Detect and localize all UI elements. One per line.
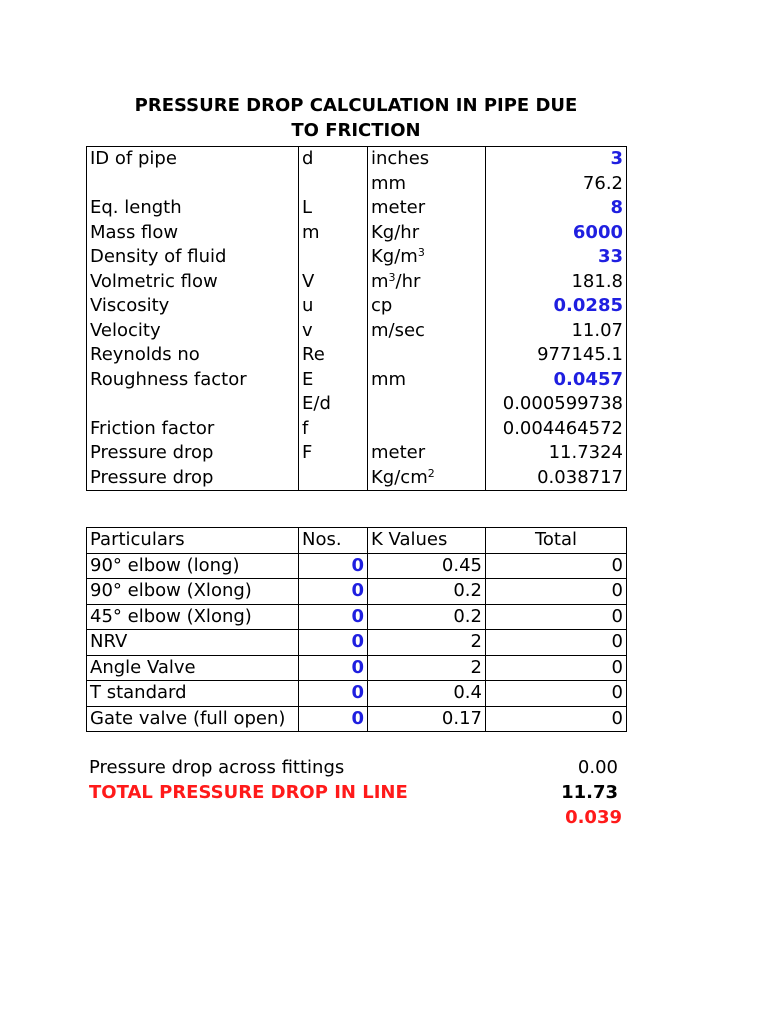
parameter-label: Viscosity [87, 294, 299, 319]
parameter-unit [368, 417, 486, 442]
fitting-count-input[interactable]: 0 [299, 553, 368, 579]
input-value[interactable]: 3 [486, 147, 627, 172]
fitting-count-input[interactable]: 0 [299, 706, 368, 732]
fitting-count-input[interactable]: 0 [299, 681, 368, 707]
parameter-row [87, 441, 627, 466]
parameter-label: Eq. length [87, 196, 299, 221]
fitting-k-value: 0.4 [368, 681, 486, 707]
computed-value: 11.7324 [486, 441, 627, 466]
fittings-table [86, 527, 627, 732]
parameter-symbol: f [299, 417, 368, 442]
unit-text: meter [371, 442, 426, 464]
input-value[interactable]: 8 [486, 196, 627, 221]
unit-text: Kg/hr [371, 221, 420, 243]
computed-value: 11.07 [486, 319, 627, 344]
fitting-name: NRV [87, 630, 299, 656]
parameter-row [87, 368, 627, 393]
fitting-total: 0 [486, 604, 627, 630]
parameter-symbol [299, 172, 368, 197]
unit-superscript: 3 [388, 270, 396, 284]
fitting-total: 0 [486, 706, 627, 732]
parameter-row [87, 294, 627, 319]
parameter-label [87, 172, 299, 197]
title-line-2: TO FRICTION [291, 120, 421, 141]
parameter-label: ID of pipe [87, 147, 299, 172]
unit-superscript: 2 [427, 466, 435, 480]
fitting-row [87, 604, 627, 630]
parameter-symbol: V [299, 270, 368, 295]
computed-value: 0.038717 [486, 466, 627, 491]
parameter-unit [368, 441, 486, 466]
total-drop-value-kgcm2: 0.039 [565, 807, 622, 828]
fitting-name: Angle Valve [87, 655, 299, 681]
fitting-count-input[interactable]: 0 [299, 604, 368, 630]
parameter-symbol: v [299, 319, 368, 344]
fitting-total: 0 [486, 630, 627, 656]
fitting-name: 90° elbow (long) [87, 553, 299, 579]
fitting-row [87, 655, 627, 681]
total-drop-row [86, 780, 626, 805]
parameter-row [87, 392, 627, 417]
fitting-name: Gate valve (full open) [87, 706, 299, 732]
fitting-total: 0 [486, 579, 627, 605]
unit-text: mm [371, 368, 407, 390]
parameter-unit [368, 245, 486, 270]
fitting-total: 0 [486, 553, 627, 579]
fitting-row [87, 553, 627, 579]
parameter-unit [368, 294, 486, 319]
parameter-symbol: L [299, 196, 368, 221]
parameter-row [87, 319, 627, 344]
header-k-values: K Values [368, 528, 486, 554]
parameter-label [87, 392, 299, 417]
parameter-unit [368, 392, 486, 417]
input-value[interactable]: 0.0285 [486, 294, 627, 319]
unit-text: cp [371, 295, 393, 317]
parameter-unit [368, 270, 486, 295]
parameter-row [87, 147, 627, 172]
parameter-label: Friction factor [87, 417, 299, 442]
parameter-unit [368, 343, 486, 368]
fitting-k-value: 0.2 [368, 579, 486, 605]
parameter-symbol: u [299, 294, 368, 319]
fitting-count-input[interactable]: 0 [299, 579, 368, 605]
unit-text: Kg/cm [371, 466, 428, 488]
total-drop-value-meter: 11.73 [561, 782, 618, 803]
unit-text: meter [371, 197, 426, 219]
fitting-name: 90° elbow (Xlong) [87, 579, 299, 605]
fitting-name: T standard [87, 681, 299, 707]
total-drop-kg-row [86, 805, 626, 830]
parameter-label: Volmetric flow [87, 270, 299, 295]
parameter-unit [368, 368, 486, 393]
fitting-k-value: 2 [368, 655, 486, 681]
parameter-label: Density of fluid [87, 245, 299, 270]
computed-value: 0.004464572 [486, 417, 627, 442]
unit-text: m/sec [371, 319, 425, 341]
title-line-1: PRESSURE DROP CALCULATION IN PIPE DUE [134, 95, 578, 116]
unit-text: m [371, 270, 389, 292]
parameter-unit [368, 147, 486, 172]
fittings-drop-label: Pressure drop across fittings [89, 757, 345, 778]
parameter-row [87, 221, 627, 246]
computed-value: 0.000599738 [486, 392, 627, 417]
fitting-row [87, 681, 627, 707]
fitting-k-value: 2 [368, 630, 486, 656]
parameter-unit [368, 221, 486, 246]
fitting-total: 0 [486, 655, 627, 681]
fitting-row [87, 579, 627, 605]
parameter-unit [368, 196, 486, 221]
computed-value: 977145.1 [486, 343, 627, 368]
pipe-parameters-table [86, 146, 627, 491]
fitting-k-value: 0.45 [368, 553, 486, 579]
header-nos: Nos. [299, 528, 368, 554]
parameter-label: Pressure drop [87, 441, 299, 466]
fitting-row [87, 630, 627, 656]
parameter-symbol: m [299, 221, 368, 246]
parameter-symbol [299, 466, 368, 491]
parameter-symbol: F [299, 441, 368, 466]
parameter-symbol: Re [299, 343, 368, 368]
parameter-label: Velocity [87, 319, 299, 344]
computed-value: 76.2 [486, 172, 627, 197]
parameter-row [87, 172, 627, 197]
unit-text: Kg/m [371, 246, 418, 268]
unit-superscript: 3 [417, 246, 425, 260]
fitting-row [87, 706, 627, 732]
parameter-symbol: E [299, 368, 368, 393]
total-drop-label: TOTAL PRESSURE DROP IN LINE [89, 782, 408, 803]
parameter-label: Mass flow [87, 221, 299, 246]
parameter-unit [368, 319, 486, 344]
parameter-symbol: d [299, 147, 368, 172]
input-value[interactable]: 6000 [486, 221, 627, 246]
unit-text: mm [371, 172, 407, 194]
parameter-row [87, 270, 627, 295]
fitting-total: 0 [486, 681, 627, 707]
parameter-label: Reynolds no [87, 343, 299, 368]
parameter-unit [368, 466, 486, 491]
page-title [86, 93, 626, 143]
fitting-name: 45° elbow (Xlong) [87, 604, 299, 630]
parameter-symbol: E/d [299, 392, 368, 417]
header-total: Total [486, 528, 627, 554]
parameter-row [87, 245, 627, 270]
input-value[interactable]: 33 [486, 245, 627, 270]
parameter-row [87, 196, 627, 221]
parameter-row [87, 343, 627, 368]
parameter-label: Pressure drop [87, 466, 299, 491]
header-particulars: Particulars [87, 528, 299, 554]
unit-text: inches [371, 148, 430, 170]
fitting-count-input[interactable]: 0 [299, 655, 368, 681]
fitting-k-value: 0.17 [368, 706, 486, 732]
parameter-row [87, 417, 627, 442]
fitting-k-value: 0.2 [368, 604, 486, 630]
computed-value: 181.8 [486, 270, 627, 295]
parameter-label: Roughness factor [87, 368, 299, 393]
parameter-unit [368, 172, 486, 197]
parameter-symbol [299, 245, 368, 270]
fittings-header-row [87, 528, 627, 554]
unit-tail: /hr [395, 270, 421, 292]
fittings-drop-row [86, 755, 626, 780]
fittings-drop-value: 0.00 [577, 757, 618, 778]
fitting-count-input[interactable]: 0 [299, 630, 368, 656]
input-value[interactable]: 0.0457 [486, 368, 627, 393]
parameter-row [87, 466, 627, 491]
